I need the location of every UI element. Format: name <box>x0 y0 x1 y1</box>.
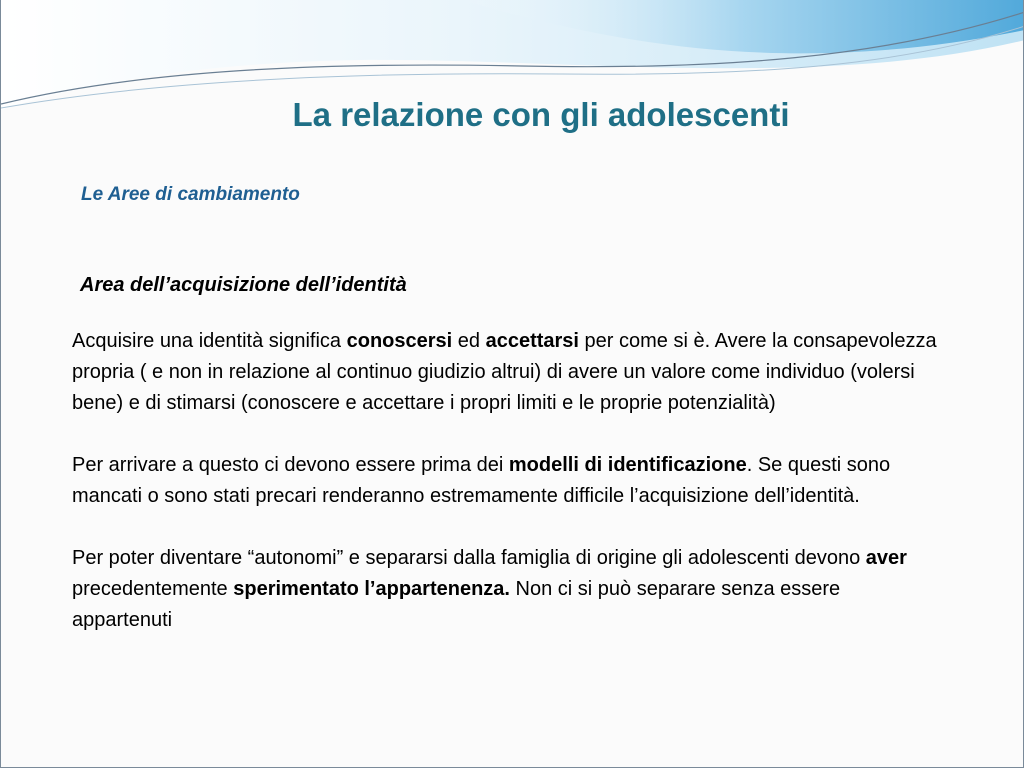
slide-title: La relazione con gli adolescenti <box>292 96 790 133</box>
emphasis-appartenenza: sperimentato l’appartenenza. <box>233 578 510 600</box>
section-heading: Area dell’acquisizione dell’identità <box>80 274 407 296</box>
emphasis-modelli: modelli di identificazione <box>508 454 747 476</box>
paragraph-text: ed <box>452 330 486 352</box>
paragraph-text: per come si è. Avere la consapevolezza propria ( e non in relazione al continuo giudizio altrui) di avere un valore come individuo (volersi bene) e di stimarsi (conoscere e accettare i propri limiti e le proprie potenzialità) <box>72 330 937 414</box>
paragraph-text: precedentemente <box>72 578 234 600</box>
paragraph-text: . Se questi sono mancati o sono stati precari renderanno estremamente difficile l’acquisizione dell’identità. <box>72 454 891 507</box>
paragraph-text: Per arrivare a questo ci devono essere prima dei <box>72 454 509 476</box>
paragraph-spacer <box>72 419 942 450</box>
slide-subtitle: Le Aree di cambiamento <box>81 184 300 205</box>
emphasis-accettarsi: accettarsi <box>485 330 579 352</box>
paragraph-belonging <box>72 543 942 636</box>
paragraph-identity <box>72 326 942 419</box>
emphasis-conoscersi: conoscersi <box>346 330 453 352</box>
paragraph-text: Acquisire una identità significa <box>72 330 347 352</box>
paragraph-spacer <box>72 512 942 543</box>
paragraph-models <box>72 450 942 512</box>
body-text <box>72 326 942 636</box>
paragraph-text: Non ci si può separare senza essere appartenuti <box>72 578 841 631</box>
emphasis-aver: aver <box>865 547 907 569</box>
paragraph-text: Per poter diventare “autonomi” e separarsi dalla famiglia di origine gli adolescenti devono <box>72 547 866 569</box>
